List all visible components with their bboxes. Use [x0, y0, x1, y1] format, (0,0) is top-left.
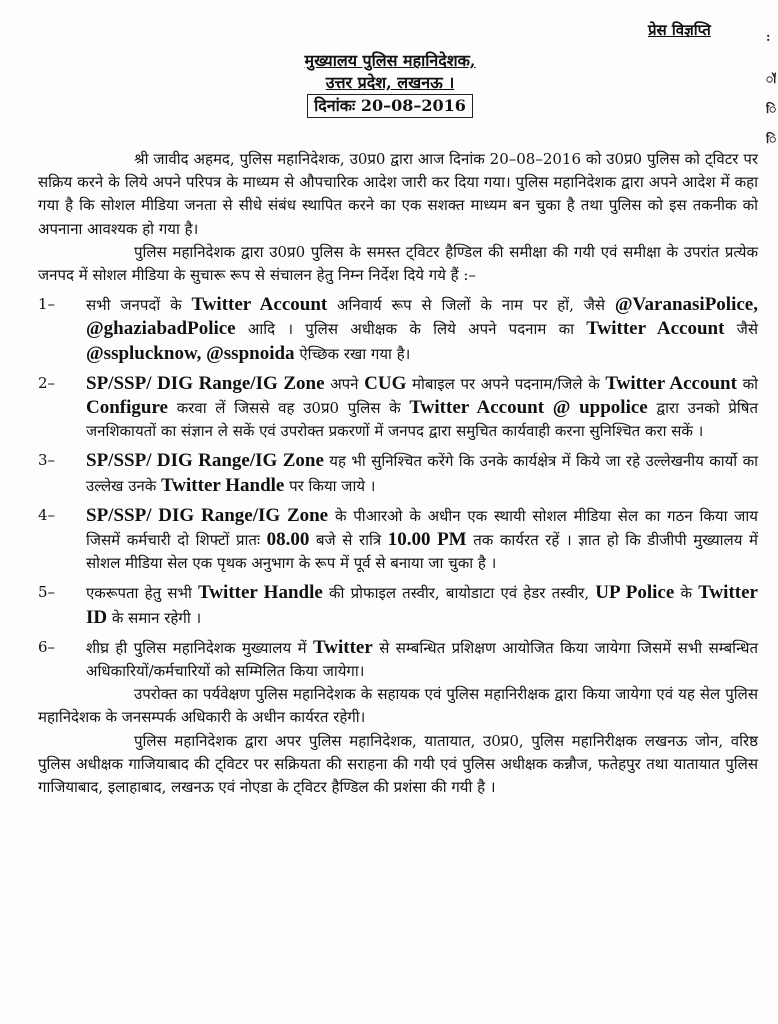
letter-heading [200, 50, 580, 118]
page-edge-mark: ॉ [766, 72, 776, 86]
directive-item [38, 449, 758, 497]
item-number: 6– [38, 637, 56, 656]
page-edge-mark: ि [766, 102, 776, 116]
item-text: SP/SSP/ DIG Range/IG Zone के पीआरओ के अधीन एक स्थायी सोशल मीडिया सेल का गठन किया जाय जिसमें कर्मचारी दो शिफ्टों प्रातः 08.00 बजे से रात्रि 10.00 PM तक कार्यरत रहें । ज्ञात हो कि डीजीपी मुख्यालय में सोशल मीडिया सेल एक पृथक अनुभाग के रूप में पूर्व से बनाया जा चुका है । [86, 504, 758, 573]
paragraph-supervision: उपरोक्त का पर्यवेक्षण पुलिस महानिदेशक के सहायक एवं पुलिस महानिरीक्षक द्वारा किया जायेगा एवं यह सेल पुलिस महानिदेशक के जनसम्पर्क अधिकारी के अधीन कार्यरत रहेगी। [38, 685, 758, 727]
item-text: एकरूपता हेतु सभी Twitter Handle की प्रोफाइल तस्वीर, बायोडाटा एवं हेडर तस्वीर, UP Police के Twitter ID के समान रहेगी । [86, 582, 758, 628]
paragraph-intro: श्री जावीद अहमद, पुलिस महानिदेशक, उ0प्र0 द्वारा आज दिनांक 20–08–2016 को उ0प्र0 पुलिस को ट्विटर पर सक्रिय करने के लिये अपने परिपत्र के माध्यम से औपचारिक आदेश जारी कर दिया गया। पुलिस महानिदेशक द्वारा अपने आदेश में कहा गया है कि सोशल मीडिया जनता से सीधे संबंध स्थापित करने का एक सशक्त माध्यम बन चुका है तथा पुलिस को इस तकनीक को अपनाना आवश्यक हो गया है। [38, 150, 758, 238]
paragraph-review: पुलिस महानिदेशक द्वारा उ0प्र0 पुलिस के समस्त ट्विटर हैण्डिल की समीक्षा की गयी एवं समीक्षा के उपरांत प्रत्येक जनपद में सोशल मीडिया के सुचारू रूप से संचालन हेतु निम्न निर्देश दिये गये हैं :– [38, 242, 758, 285]
item-text: शीघ्र ही पुलिस महानिदेशक मुख्यालय में Twitter से सम्बन्धित प्रशिक्षण आयोजित किया जायेगा जिसमें सभी सम्बन्धित अधिकारियों/कर्मचारियों को सम्मिलित किया जायेगा। [86, 636, 758, 681]
page-edge-mark: : [766, 30, 771, 44]
directive-item [38, 581, 758, 629]
item-number: 2– [38, 373, 56, 392]
date-line: दिनांकः 20–08–2016 [307, 94, 473, 118]
item-number: 5– [38, 583, 56, 602]
item-number: 1– [38, 295, 56, 314]
press-release-label: प्रेस विज्ञप्ति [648, 21, 711, 39]
item-text: SP/SSP/ DIG Range/IG Zone यह भी सुनिश्चित करेंगे कि उनके कार्यक्षेत्र में किये जा रहे उल्लेखनीय कार्यो का उल्लेख उनके Twitter Handle पर किया जाये । [86, 450, 758, 496]
directive-item [38, 636, 758, 683]
item-text: सभी जनपदों के Twitter Account अनिवार्य रूप से जिलों के नाम पर हों, जैसे @VaranasiPolice, @ghaziabadPolice आदि । पुलिस अधीक्षक के लिये अपने पदनाम का Twitter Account जैसे @ssplucknow, @sspnoida ऐच्छिक रखा गया है। [86, 294, 758, 364]
item-number: 3– [38, 451, 56, 470]
item-text: SP/SSP/ DIG Range/IG Zone अपने CUG मोबाइल पर अपने पदनाम/जिले के Twitter Account को Configure करवा लें जिससे वह उ0प्र0 पुलिस के Twitter Account @ uppolice द्वारा उनको प्रेषित जनशिकायतों का संज्ञान ले सकें एवं उपरोक्त प्रकरणों में जनपद द्वारा समुचित कार्यवाही करना सुनिश्चित करा सकें । [86, 372, 758, 441]
page-edge-mark: ि [766, 132, 776, 146]
office-line-2: उत्तर प्रदेश, लखनऊ । [325, 73, 455, 92]
directive-item [38, 504, 758, 576]
paragraph-appreciation: पुलिस महानिदेशक द्वारा अपर पुलिस महानिदेशक, यातायात, उ0प्र0, पुलिस महानिरीक्षक लखनऊ जोन, वरिष्ठ पुलिस अधीक्षक गाजियाबाद की ट्विटर पर सक्रियता की सराहना की गयी एवं पुलिस अधीक्षक कन्नौज, फतेहपुर तथा यातायात पुलिस गाजियाबाद, इलाहाबाद, लखनऊ एवं नोएडा के ट्विटर हैण्डिल की प्रशंसा की गयी है । [38, 731, 758, 797]
directive-item [38, 372, 758, 444]
office-line-1: मुख्यालय पुलिस महानिदेशक, [304, 51, 476, 70]
directive-item [38, 293, 758, 366]
item-number: 4– [38, 505, 56, 524]
letter-body [38, 148, 758, 799]
